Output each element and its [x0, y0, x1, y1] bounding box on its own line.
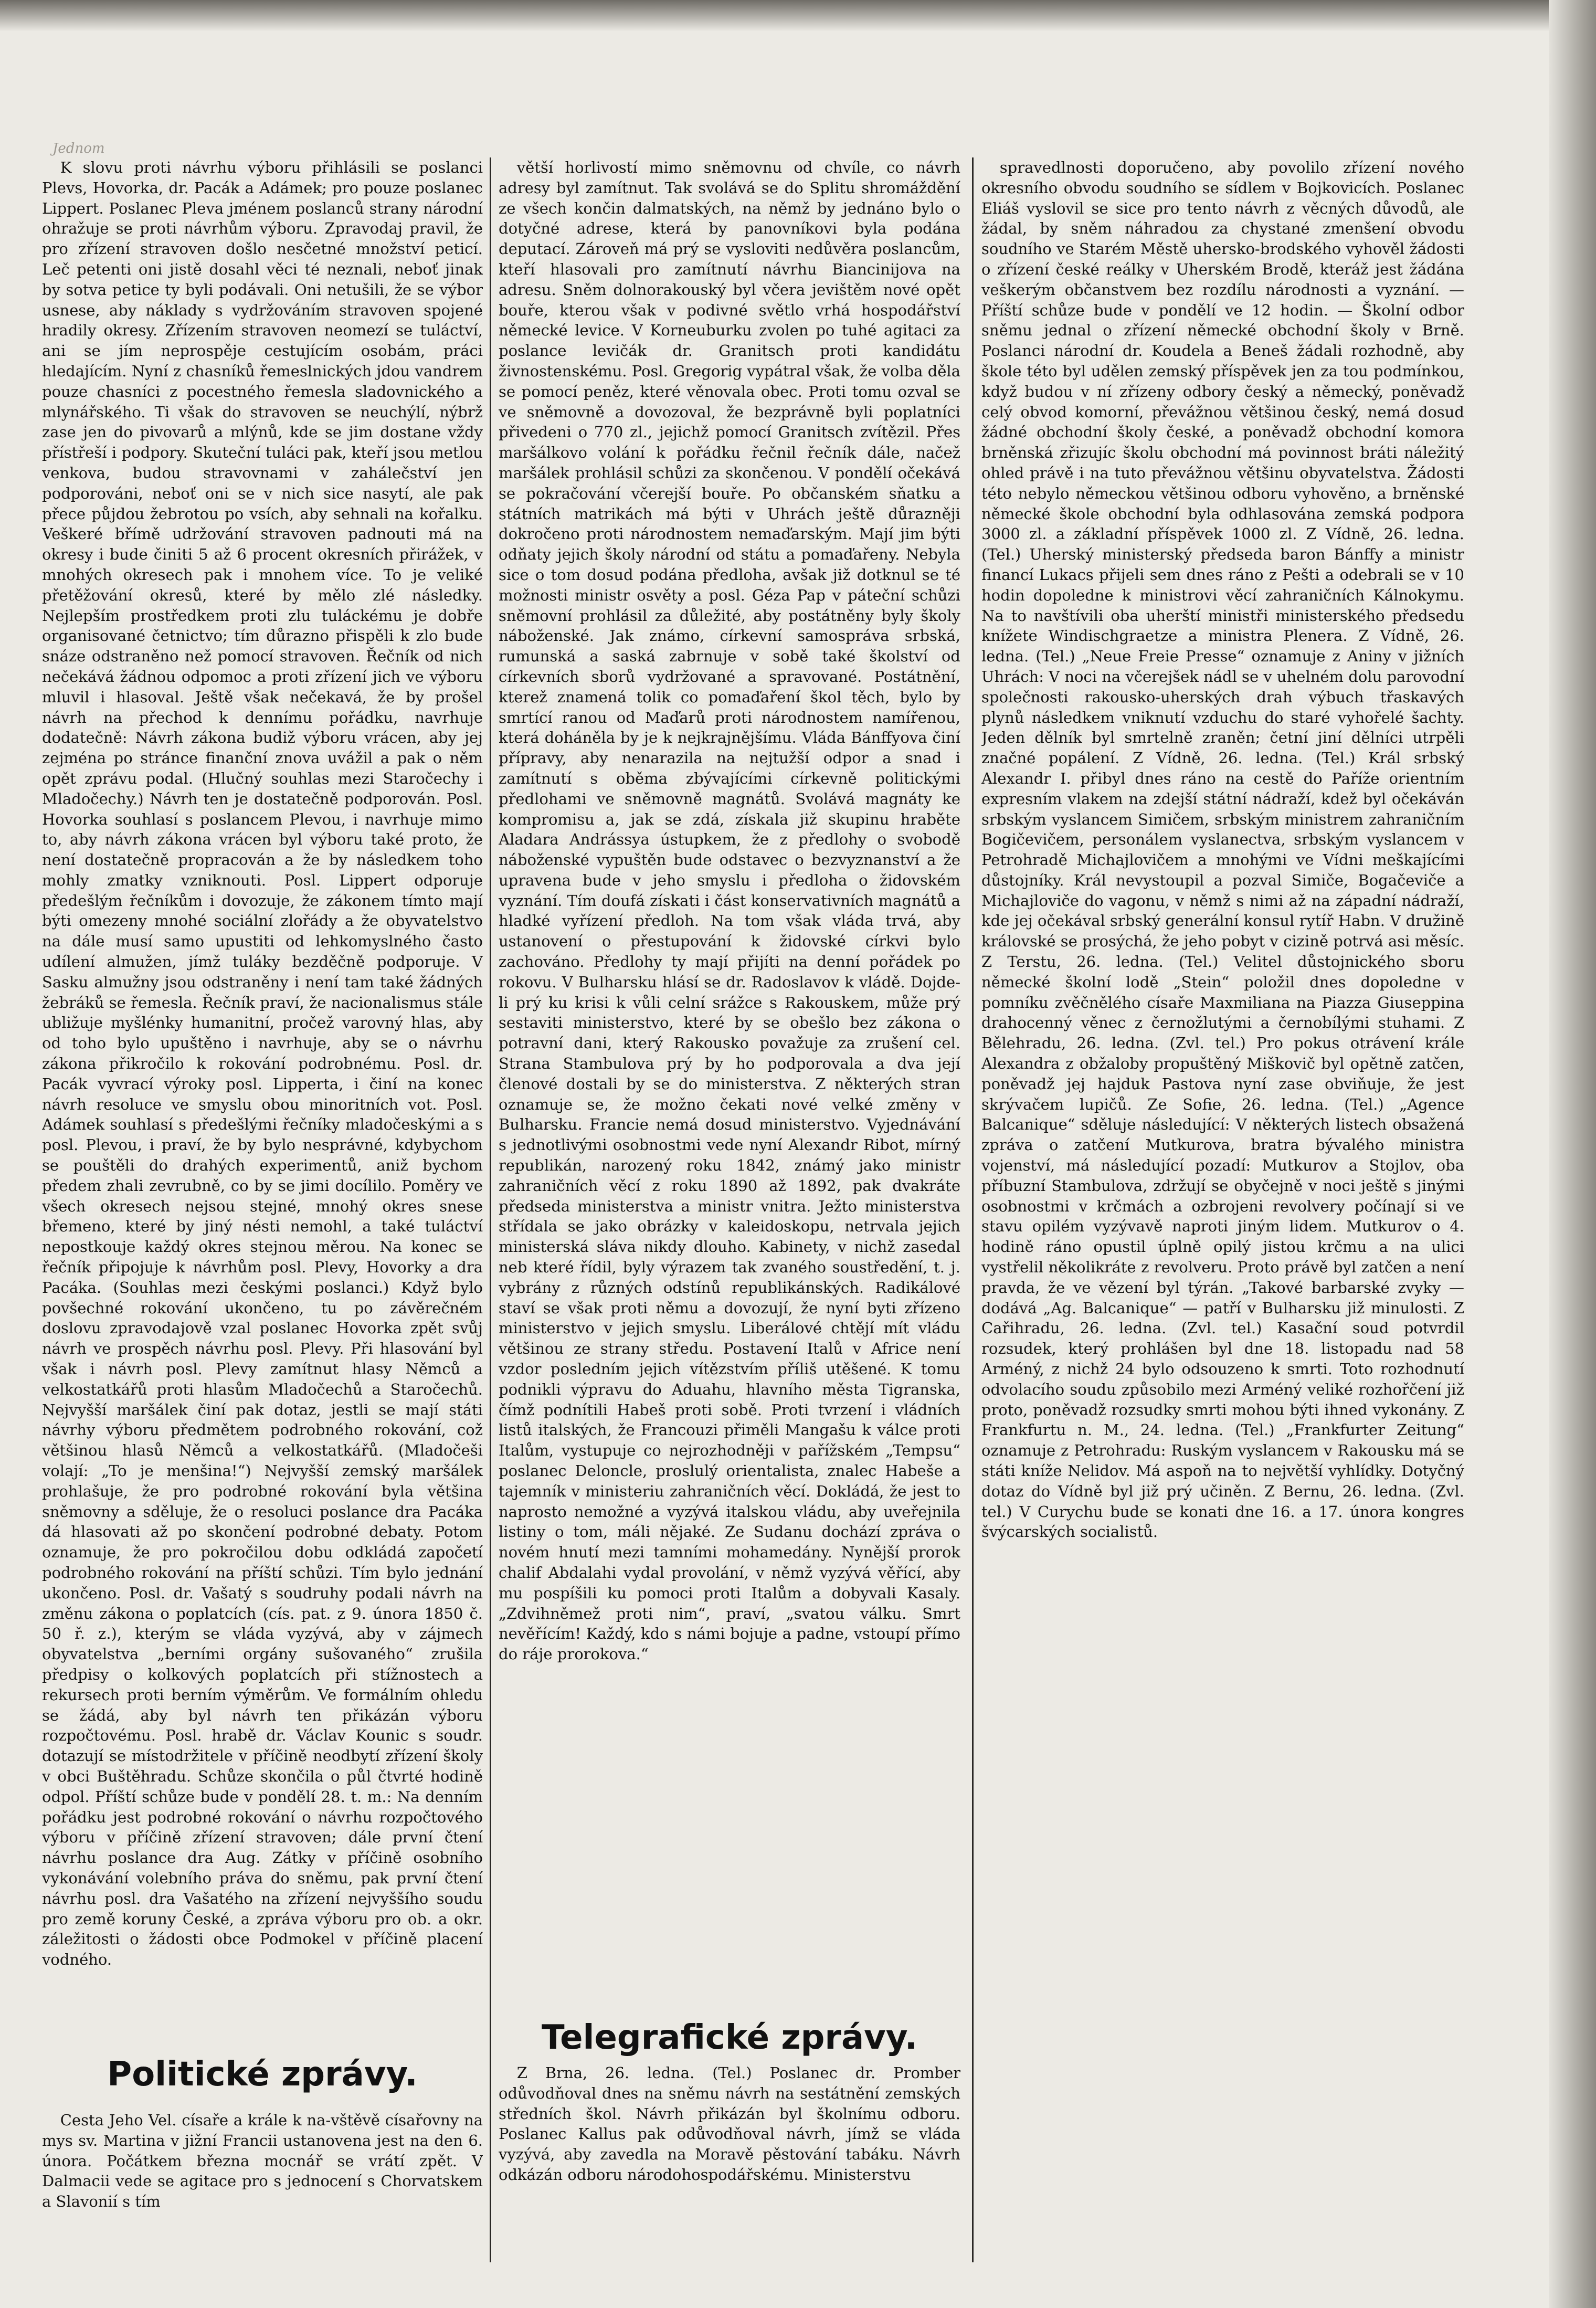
column-2-bottom-body: Z Brna, 26. ledna. (Tel.) Poslanec dr. Promber odůvodňoval dnes na sněmu návrh na sestátnění zemských středních škol. Návrh přikázán byl školnímu odboru. Poslanec Kallus pak odůvodňoval návrh, jímž se vláda vyzývá, aby zavedla na Moravě pěstování tabáku. Návrh odkázán odboru národohospodářskému. Ministerstvu [499, 2064, 960, 2184]
column-divider-2 [972, 157, 974, 2262]
column-divider-1 [490, 157, 491, 2262]
column-1-bottom-body: Cesta Jeho Vel. císaře a krále k na-vštěvě císařovny na mys sv. Martina v jižní Francii ustanovena jest na den 6. února. Počátkem března mocnář se vrátí zpět. V Dalmacii vede se agitace pro s jednocení s Chorvatskem a Slavonií s tím [42, 2111, 483, 2211]
scan-shadow-right [1549, 0, 1596, 2308]
column-1-bottom-text [42, 2110, 483, 2262]
column-2-bottom-text [499, 2063, 960, 2268]
column-3-text [981, 157, 1464, 2262]
column-1-body: K slovu proti návrhu výboru přihlásili se poslanci Plevs, Hovorka, dr. Pacák a Adámek; pro pouze poslanec Lippert. Poslanec Pleva jménem poslanců strany národní ohražuje se proti návrhům výboru. Zpravodaj pravil, že pro zřízení stravoven došlo nesčetné množství peticí. Leč petenti oni jistě dosahl věci té neznali, neboť jinak by sotva petice ty byli podávali. Oni netušili, že se výbor usnese, aby náklady s vydržováním stravoven spojené hradily okresy. Zřízením stravoven neomezí se tuláctví, ani se jím neprospěje cestujícím osobám, práci hledajícím. Nyní z chasníků řemeslnických jdou vandrem pouze chasníci z pocestného řemesla sladovnického a mlynářského. Ti však do stravoven se neuchýlí, nýbrž zase jen do pivovarů a mlýnů, kde se jim dostane vždy přístřeší i podpory. Skuteční tuláci pak, kteří jsou metlou venkova, budou stravovnami v zahálečství jen podporováni, neboť oni se v nich sice nasytí, ale pak přece půjdou žebrotou po vsích, aby sehnali na kořalku. Veškeré břímě udržování stravoven padnouti má na okresy i bude činiti 5 až 6 procent okresních přirážek, v mnohých okresech pak i mnohem více. To je veliké přetěžování okresů, které by mělo zlé následky. Nejlepším prostředkem proti zlu tuláckému je dobře organisované četnictvo; tím důrazno přispěli k zlo bude snáze odstraněno než pomocí stravoven. Řečník od nich nečekává žádnou odpomoc a proti zřízení jich ve výboru mluvil i hlasoval. Ještě však nečekavá, že by prošel návrh na přechod k dennímu pořádku, navrhuje dodatečně: Návrh zákona budiž výboru vrácen, aby jej zejména po stránce finanční znova uvážil a pak o něm opět zprávu podal. (Hlučný souhlas mezi Staročechy i Mladočechy.) Návrh ten je dostatečně podporován. Posl. Hovorka souhlasí s poslancem Plevou, i navrhuje mimo to, aby návrh zákona vrácen byl výboru také proto, že není dostatečně propracován a že by následkem toho mohly zmatky vzniknouti. Posl. Lippert odporuje předešlým řečníkům i dovozuje, že zákonem tímto mají býti omezeny mnohé sociální zlořády a že obyvatelstvo na dále musí samo upustiti od lehkomyslného často udílení almužen, jímž tuláky bezděčně podporuje. V Sasku almužny jsou odstraněny i není tam také žádných žebráků se řemesla. Řečník praví, že nacionalismus stále ubližuje myšlénky humanitní, pročež varovný hlas, aby od toho bylo upuštěno i navrhuje, aby se o návrhu zákona přikročilo k rokování podrobnému. Posl. dr. Pacák vyvrací výroky posl. Lipperta, i činí na konec návrh resoluce ve smyslu obou minoritních vot. Posl. Adámek souhlasí s předešlými řečníky mladočeskými a s posl. Plevou, i praví, že by bylo nesprávné, kdybychom se pouštěli do drahých experimentů, aniž bychom předem zhali zevrubně, co by se jimi docílilo. Poměry ve všech okresech nejsou stejné, mnohý okres snese břemeno, které by jiný nésti nemohl, a také tuláctví nepostkouje každý okres stejnou měrou. Na konec se řečník připojuje k návrhům posl. Plevy, Hovorky a dra Pacáka. (Souhlas mezi českými poslanci.) Když bylo povšechné rokování ukončeno, tu po závěrečném doslovu zpravodajově vzal poslanec Hovorka zpět svůj návrh ve prospěch návrhu posl. Plevy. Při hlasování byl však i návrh posl. Plevy zamítnut hlasy Němců a velkostatkářů proti hlasům Mladočechů a Staročechů. Nejvyšší maršálek činí pak dotaz, jestli se mají státi návrhy výboru předmětem podrobného rokování, což většinou hlasů Němců a velkostatkářů. (Mladočeši volají: „To je menšina!“) Nejvyšší zemský maršálek prohlašuje, že pro podrobné rokování byla většina sněmovny a sděluje, že o resoluci poslance dra Pacáka dá hlasovati až po skončení podrobné debaty. Potom oznamuje, že pro pokročilou dobu odkládá započetí podrobného rokování na příští schůzi. Tím bylo jednání ukončeno. Posl. dr. Vašatý s soudruhy podali návrh na změnu zákona o poplatcích (cís. pat. z 9. února 1850 č. 50 ř. z.), kterým se vláda vyzývá, aby v zájmech obyvatelstva „berními orgány sušovaného“ zrušila předpisy o kolkových poplatcích při stížnostech a rekursech proti berním výměrům. Ve formálním ohledu se žádá, aby byl návrh ten přikázán výboru rozpočtovému. Posl. hrabě dr. Václav Kounic s soudr. dotazují se místodržitele v příčině neodbytí zřízení školy v obci Buštěhradu. Schůze skončila o půl čtvrté hodině odpol. Příští schůze bude v pondělí 28. t. m.: Na denním pořádku jest podrobné rokování o návrhu rozpočtového výboru v příčině zřízení stravoven; dále první čtení návrhu poslance dra Aug. Zátky v příčině osobního vykonávání volebního práva do sněmu, pak první čtení návrhu posl. dra Vašatého na zřízení nejvyššího soudu pro země koruny České, a zpráva výboru pro ob. a okr. záležitosti o žádosti obce Podmokel v příčině placení vodného. [42, 159, 483, 1969]
column-2-text [499, 157, 960, 2005]
section-title-telegraficke-zpravy: Telegrafické zprávy. [541, 2018, 918, 2057]
column-3-body: spravedlnosti doporučeno, aby povolilo zřízení nového okresního obvodu soudního se sídlem v Bojkovicích. Poslanec Eliáš vyslovil se sice pro tento návrh z věcných důvodů, ale žádal, by sněm náhradou za chystané zmenšení obvodu soudního ve Starém Městě uhersko-brodského vyhověl žádosti o zřízení české reálky v Uherském Brodě, kteráž jest žádána veškerým občanstvem bez rozdílu národnosti a vyznání. — Příští schůze bude v pondělí ve 12 hodin. — Školní odbor sněmu jednal o zřízení německé obchodní školy v Brně. Poslanci národní dr. Koudela a Beneš žádali rozhodně, aby škole této byl udělen zemský příspěvek jen za tou podmínkou, když budou v ní zřízeny odbory český a německý, poněvadž celý obvod komorní, převážnou většinou český, nemá dosud žádné obchodní školy české, a poněvadž obchodní komora brněnská zřizujíc školu obchodní má povinnost bráti náležitý ohled právě i na tuto převážnou většinu obyvatelstva. Žádosti této nebylo německou většinou odboru vyhověno, a brněnské německé škole obchodní byla odhlasována zemská podpora 3000 zl. a základní příspěvek 1000 zl. Z Vídně, 26. ledna. (Tel.) Uherský ministerský předseda baron Bánffy a ministr financí Lukacs přijeli sem dnes ráno z Pešti a odebrali se v 10 hodin dopoledne k ministrovi věcí zahraničních Kálnokymu. Na to navštívili oba uherští ministři ministerského předsedu knížete Windischgraetze a ministra Plenera. Z Vídně, 26. ledna. (Tel.) „Neue Freie Presse“ oznamuje z Aniny v jižních Uhrách: V noci na včerejšek nádl se v uhelném dolu parovodní společnosti rakousko-uherských drah výbuch třaskavých plynů následkem vniknutí vzduchu do staré vyhořelé šachty. Jeden dělník byl smrtelně zraněn; četní jiní dělníci utrpěli značné popálení. Z Vídně, 26. ledna. (Tel.) Král srbský Alexandr I. přibyl dnes ráno na cestě do Paříže orientním expresním vlakem na zdejší státní nádraží, kdež byl očekáván srbským vyslancem Simičem, srbským ministrem zahraničním Bogičevičem, personálem vyslanectva, srbským vyslancem v Petrohradě Michajlovičem a mnohými ve Vídni meškajícími důstojníky. Král nevystoupil a pozval Simiče, Bogačeviče a Michajloviče do vagonu, v němž s nimi až na západní nádraží, kde jej očekával srbský generální konsul rytíř Habn. V družině královské se prosýchá, že jeho pobyt v cizině potrvá asi měsíc. Z Terstu, 26. ledna. (Tel.) Velitel důstojnického sboru německé školní lodě „Stein“ položil dnes dopoledne v pomníku zvěčnělého císaře Maxmiliana na Piazza Giuseppina drahocenný věnec z černožlutými a černobílými stuhami. Z Bělehradu, 26. ledna. (Zvl. tel.) Pro pokus otrávení krále Alexandra z obžaloby propuštěný Miškovič byl opětně zatčen, poněvadž jej hajduk Pastova nyní zase obviňuje, že jest skrývačem lupičů. Ze Sofie, 26. ledna. (Tel.) „Agence Balcanique“ sděluje následující: V některých listech obsažená zpráva o zatčení Mutkurova, bratra bývalého ministra vojenství, má následující pozadí: Mutkurov a Stojlov, oba příbuzní Stambulova, zdržují se obyčejně v noci ještě s jinými osobnostmi v krčmách a ozbrojeni revolvery počínají si ve stavu opilém vyzývavě naproti jiným lidem. Mutkurov o 4. hodině ráno opustil úplně opilý jistou krčmu a na ulici vystřelil několikráte z revolveru. Proto právě byl zatčen a není pravda, že ve vězení byl týrán. „Takové barbarské zvyky — dodává „Ag. Balcanique“ — patří v Bulharsku již minulosti. Z Cařihradu, 26. ledna. (Zvl. tel.) Kasační soud potvrdil rozsudek, který prohlášen byl dne 18. listopadu nad 58 Arméný, z nichž 24 bylo odsouzeno k smrti. Toto rozhodnutí odvolacího soudu způsobilo mezi Arméný veliké rozhořčení již proto, poněvadž rozsudky smrti mohou býti ihned vykonány. Z Frankfurtu n. M., 24. ledna. (Tel.) „Frankfurter Zeitung“ oznamuje z Petrohradu: Ruským vyslancem v Rakousku má se státi kníže Nelidov. Má aspoň na to největší vyhlídky. Dotyčný dotaz do Vídně byl již prý učiněn. Z Bernu, 26. ledna. (Zvl. tel.) V Curychu bude se konati dne 16. a 17. února kongres švýcarských socialistů. [981, 159, 1464, 1541]
column-2-body: větší horlivostí mimo sněmovnu od chvíle, co návrh adresy byl zamítnut. Tak svolává se do Splitu shromáždění ze všech končin dalmatských, na němž by jednáno bylo o dotyčné adrese, která by panovníkovi byla podána deputací. Zároveň má prý se vysloviti nedůvěra poslancům, kteří hlasovali pro zamítnutí návrhu Biancinijova na adresu. Sněm dolnorakouský byl včera jevištěm nové opět bouře, kterou však v podivné světlo vrhá hospodářství německé levice. V Korneuburku zvolen po tuhé agitaci za poslance levičák dr. Granitsch proti kandidátu živnostenskému. Posl. Gregorig vypátral však, že volba děla se pomocí peněz, které věnovala obec. Proti tomu ozval se ve sněmovně a dovozoval, že bezprávně byli poplatníci přivedeni o 770 zl., jejichž pomocí Granitsch zvítězil. Přes maršálkovo volání k pořádku řečnil řečník dále, načež maršálek prohlásil schůzi za skončenou. V pondělí očekává se pokračování včerejší bouře. Po občanském sňatku a státních matrikách má býti v Uhrách ještě důrazněji dokročeno proti národnostem nemaďarským. Mají jim býti odňaty jejich školy národní od státu a pomaďařeny. Nebyla sice o tom dosud podána předloha, avšak již dotknul se té možnosti ministr osvěty a posl. Géza Pap v páteční schůzi sněmovní prohlásil za důležité, aby postátněny byly školy náboženské. Jak známo, církevní samospráva srbská, rumunská a saská zabrnuje v sobě také školství od církevních sborů vydržované a spravované. Postátnění, kterež znamená tolik co pomaďaření škol těch, bylo by smrtící ranou od Maďarů proti národnostem namířenou, která doháněla by je k nejkrajnějšímu. Vláda Bánffyova činí přípravy, aby nenarazila na nejtužší odpor a snad i zamítnutí s oběma zbývajícími církevně politickými předlohami ve sněmovně magnátů. Svolává magnáty ke kompromisu a, jak se zdá, získala již skupinu hraběte Aladara Andrássya ústupkem, že z předlohy o svobodě náboženské vypuštěn bude odstavec o bezvyznanství a že upravena bude v jeho smyslu i předloha o židovském vyznání. Tím doufá získati i část konservativních magnátů a hladké vyřízení předloh. Na tom však vláda trvá, aby ustanovení o přestupování k židovské církvi bylo zachováno. Předlohy ty mají přijíti na denní pořádek po rokovu. V Bulharsku hlásí se dr. Radoslavov k vládě. Dojde-li prý ku krisi k vůli celní srážce s Rakouskem, může prý sestaviti ministerstvo, které by se obešlo bez zákona o potravní dani, který Rakousko považuje za zrušení cel. Strana Stambulova prý by ho podporovala a dva její členové dostali by se do ministerstva. Z některých stran oznamuje se, že možno čekati nové velké změny v Bulharsku. Francie nemá dosud ministerstvo. Vyjednávání s jednotlivými osobnostmi vede nyní Alexandr Ribot, mírný republikán, narozený roku 1842, známý jako ministr zahraničních věcí z roku 1890 až 1892, pak dvakráte předseda ministerstva a ministr vnitra. Ježto ministerstva střídala se jako obrázky v kaleidoskopu, netrvala jejich ministerská sláva nikdy dlouho. Kabinety, v nichž zasedal neb které řídil, byly výrazem tak zvaného soustředění, t. j. vybrány z různých odstínů republikánských. Radikálové staví se však proti němu a dovozují, že nyní byti zřízeno ministerstvo v jejich smyslu. Liberálové chtějí mít vládu většinou ze strany středu. Postavení Italů v Africe není vzdor posledním jejich vítězstvím příliš utěšené. K tomu podnikli výpravu do Aduahu, hlavního města Tigranska, čímž podnítili Habeš proti sobě. Proti tvrzení i vládních listů italských, že Francouzi přiměli Mangašu k válce proti Italům, vystupuje co nejrozhodněji v pařížském „Tempsu“ poslanec Deloncle, proslulý orientalista, znalec Habeše a tajemník v ministeriu zahraničních věcí. Dokládá, že jest to naprosto nemožné a vyzývá italskou vládu, aby uveřejnila listiny o tom, máli nějaké. Ze Sudanu dochází zpráva o novém hnutí mezi tamními mohamedány. Nynější prorok chalif Abdalahi vydal provolání, v němž vyzývá věřící, aby mu pospíšili ku pomoci proti Italům a dobyvali Kasaly. „Zdvihněmež proti nim“, praví, „svatou válku. Smrt nevěřícím! Každý, kdo s námi bojuje a padne, vstoupí přímo do ráje prorokova.“ [499, 159, 960, 1663]
scan-shadow-top [0, 0, 1596, 31]
section-title-politicke-zpravy: Politické zprávy. [107, 2055, 418, 2094]
column-1-text [42, 157, 483, 2262]
faint-top-mark: Jednom [52, 141, 105, 156]
